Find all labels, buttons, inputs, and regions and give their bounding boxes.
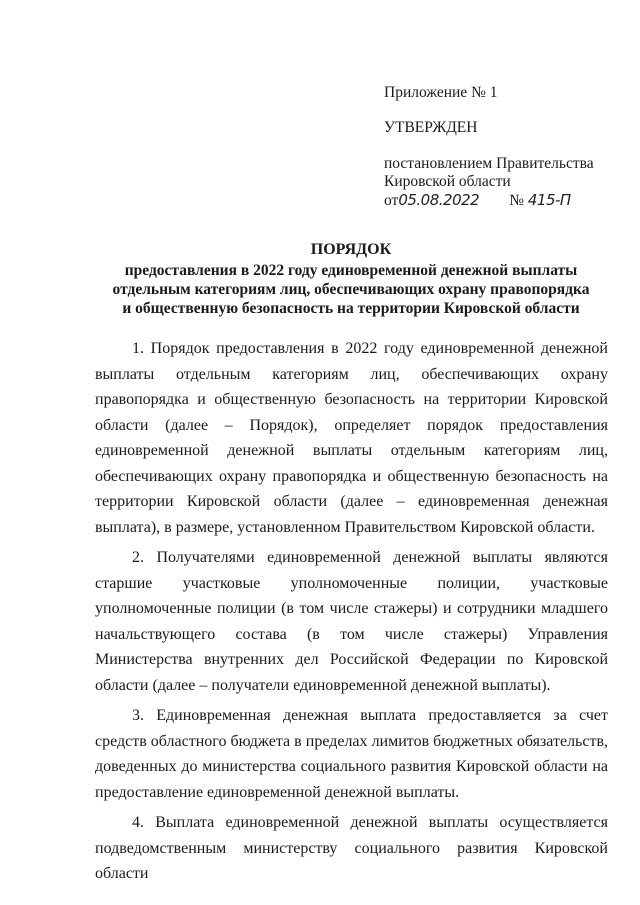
paragraph-3: 3. Единовременная денежная выплата предоставляется за счет средств областного бюджета в пределах лимитов бюджетных обязательств, доведенных до министерства социального развития Кировской области на предоставление единовременной денежной выплаты. (95, 707, 608, 801)
resolution-date-line (384, 191, 624, 210)
paragraph-4: 4. Выплата единовременной денежной выплаты осуществляется подведомственным министерству социального развития Кировской области (95, 814, 608, 882)
paragraph-1: 1. Порядок предоставления в 2022 году единовременной денежной выплаты отдельным категориям лиц, обеспечивающих охрану правопорядка и общественную безопасность на территории Кировской области (далее – Порядок), определяет порядок предоставления единовременной денежной выплаты отдельным категориям лиц, обеспечивающих охрану правопорядка и общественную безопасность на территории Кировской области (далее – единовременная денежная выплата), в размере, установленном Правительством Кировской области. (95, 340, 608, 536)
date-prefix: от (384, 192, 399, 209)
title-main: ПОРЯДОК (310, 241, 392, 258)
approval-block (384, 84, 624, 210)
document-title (96, 240, 606, 318)
paragraph-2: 2. Получателями единовременной денежной выплаты являются старшие участковые уполномоченные полиции, участковые уполномоченные полиции (в том числе стажеры) и сотрудники младшего начальствующего состава (в том числе стажеры) Управления Министерства внутренних дел Российской Федерации по Кировской области (далее – получатели единовременной денежной выплаты). (95, 549, 608, 694)
appendix-label: Приложение № 1 (384, 84, 498, 101)
handwritten-date: 05.08.2022 (398, 191, 480, 209)
title-line-3: и общественную безопасность на территории Кировской области (122, 300, 580, 317)
title-line-2: отдельным категориям лиц, обеспечивающих охрану правопорядка (112, 281, 590, 298)
title-line-1: предоставления в 2022 году единовременной денежной выплаты (124, 262, 578, 279)
approved-label: УТВЕРЖДЕН (384, 119, 478, 136)
number-prefix: № (509, 192, 525, 209)
document-body (95, 336, 608, 892)
handwritten-number: 415-П (527, 191, 571, 209)
resolution-line-2: Кировской области (384, 173, 511, 190)
resolution-line-1: постановлением Правительства (384, 155, 594, 172)
